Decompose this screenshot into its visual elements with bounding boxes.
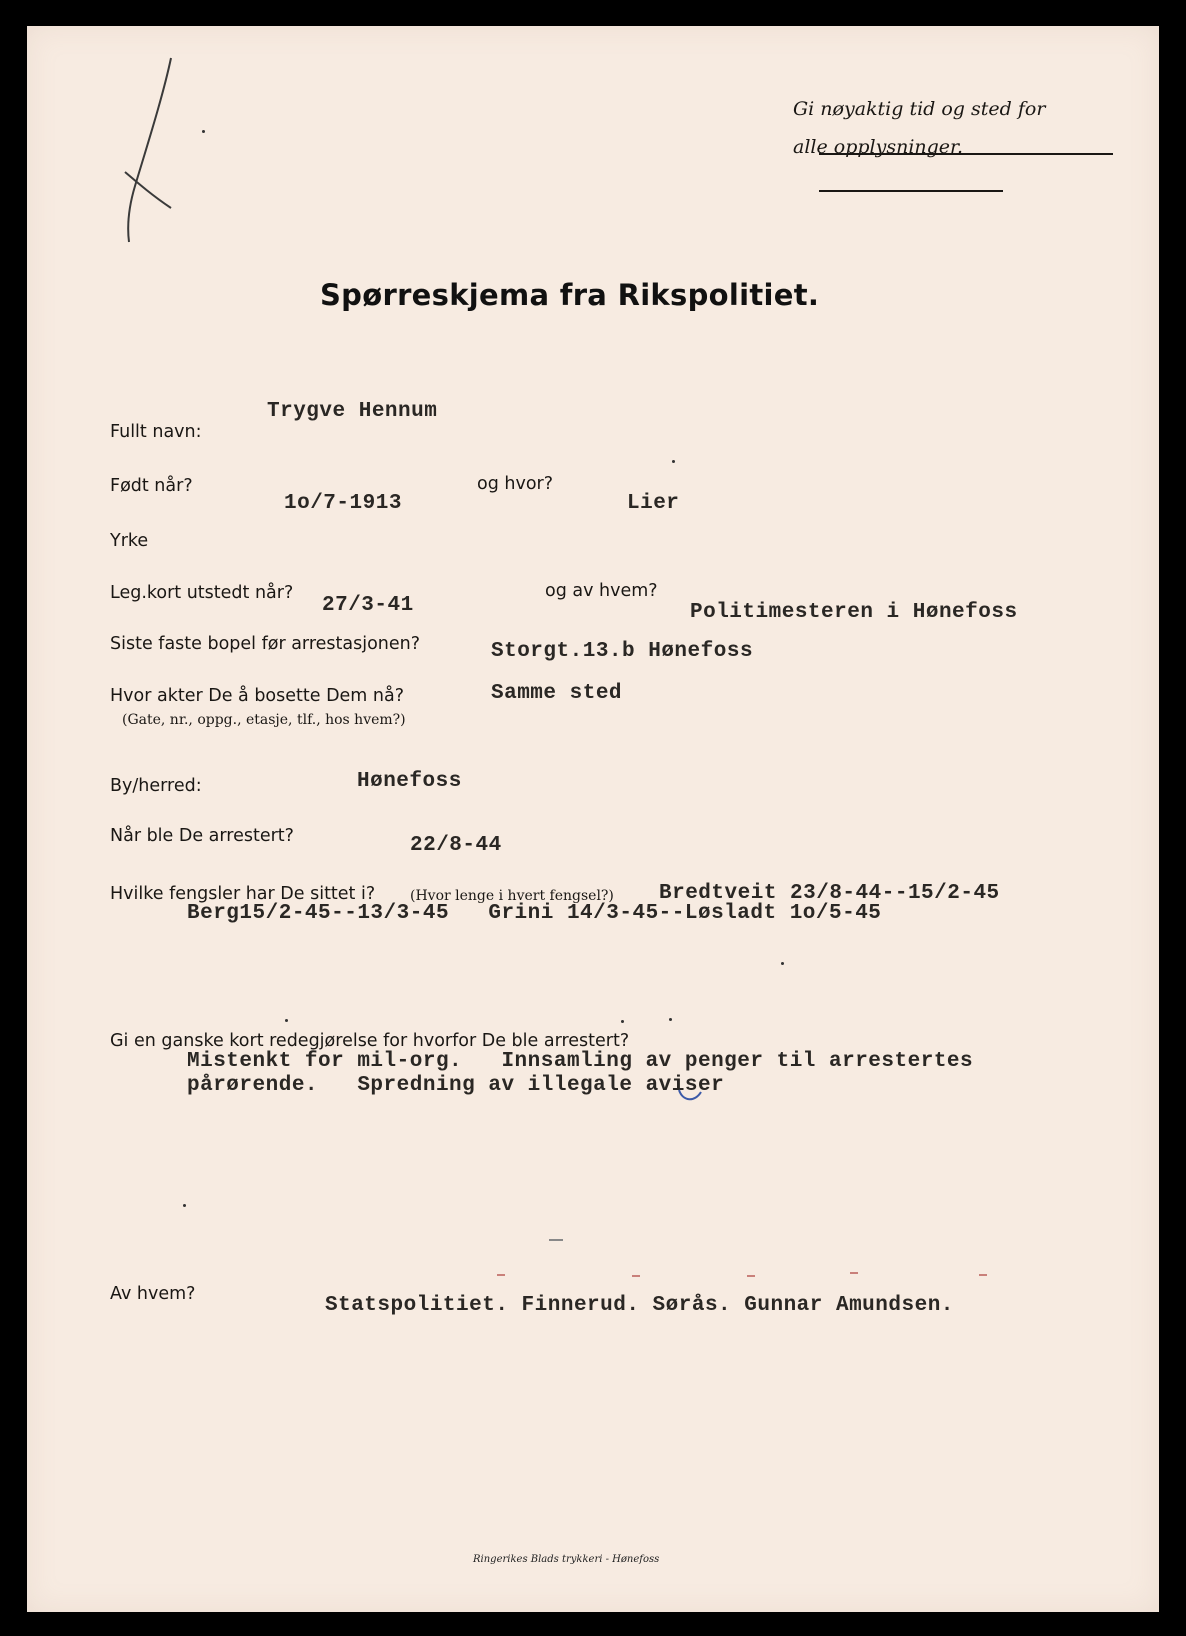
paper-speck	[621, 1020, 624, 1023]
form-sheet	[27, 26, 1159, 1612]
prisons-label: Hvilke fengsler har De sittet i?	[110, 884, 376, 904]
prisons-value-line2: Berg15/2-45--13/3-45 Grini 14/3-45--Løsladt 1o/5-45	[187, 902, 882, 925]
ink-speck	[632, 1275, 640, 1277]
arrested-when-value: 22/8-44	[410, 834, 502, 857]
arrest-reason-label: Gi en ganske kort redegjørelse for hvorfor De ble arrestert?	[110, 1031, 630, 1051]
future-residence-label: Hvor akter De å bosette Dem nå?	[110, 686, 405, 706]
instruction-note-line1: Gi nøyaktig tid og sted for	[793, 98, 1046, 120]
future-residence-sublabel: (Gate, nr., oppg., etasje, tlf., hos hvem?)	[122, 712, 406, 728]
ink-speck	[850, 1272, 858, 1274]
last-residence-value: Storgt.13.b Hønefoss	[491, 640, 754, 663]
id-card-by-label: og av hvem?	[545, 581, 658, 601]
note-underline-2	[819, 190, 1003, 192]
municipality-label: By/herred:	[110, 776, 202, 796]
paper-speck	[781, 962, 784, 965]
born-where-label: og hvor?	[477, 474, 554, 494]
ink-speck	[549, 1239, 563, 1241]
born-when-value: 1o/7-1913	[284, 492, 402, 515]
municipality-value: Hønefoss	[357, 770, 462, 793]
paper-speck	[183, 1204, 186, 1207]
arrest-reason-line1: Mistenkt for mil-org. Innsamling av penger til arrestertes	[187, 1050, 974, 1073]
paper-speck	[669, 1018, 672, 1021]
prisons-sublabel: (Hvor lenge i hvert fengsel?)	[410, 888, 614, 904]
instruction-note-line2: alle opplysninger.	[793, 136, 964, 158]
printer-imprint: Ringerikes Blads trykkeri - Hønefoss	[473, 1554, 660, 1565]
by-whom-value: Statspolitiet. Finnerud. Sørås. Gunnar Amundsen.	[325, 1294, 954, 1317]
by-whom-label: Av hvem?	[110, 1284, 196, 1304]
full-name-value: Trygve Hennum	[267, 400, 438, 423]
id-card-issued-value: 27/3-41	[322, 594, 414, 617]
born-when-label: Født når?	[110, 476, 193, 496]
paper-speck	[672, 460, 675, 463]
arrest-reason-line2: pårørende. Spredning av illegale aviser	[187, 1074, 725, 1097]
page-title: Spørreskjema fra Rikspolitiet.	[320, 278, 820, 312]
occupation-label: Yrke	[110, 531, 149, 551]
handwritten-x-mark	[119, 56, 209, 246]
id-card-issued-label: Leg.kort utstedt når?	[110, 583, 294, 603]
arrested-when-label: Når ble De arrestert?	[110, 826, 294, 846]
paper-speck	[202, 130, 205, 133]
prisons-value-line1: Bredtveit 23/8-44--15/2-45	[659, 882, 1000, 905]
ink-speck	[747, 1275, 755, 1277]
last-residence-label: Siste faste bopel før arrestasjonen?	[110, 634, 421, 654]
full-name-label: Fullt navn:	[110, 422, 202, 442]
ink-speck	[979, 1274, 987, 1276]
future-residence-value: Samme sted	[491, 682, 623, 705]
ink-correction-mark	[677, 1088, 703, 1104]
paper-speck	[285, 1019, 288, 1022]
born-where-value: Lier	[627, 492, 680, 515]
ink-speck	[497, 1274, 505, 1276]
id-card-by-value: Politimesteren i Hønefoss	[690, 601, 1018, 624]
